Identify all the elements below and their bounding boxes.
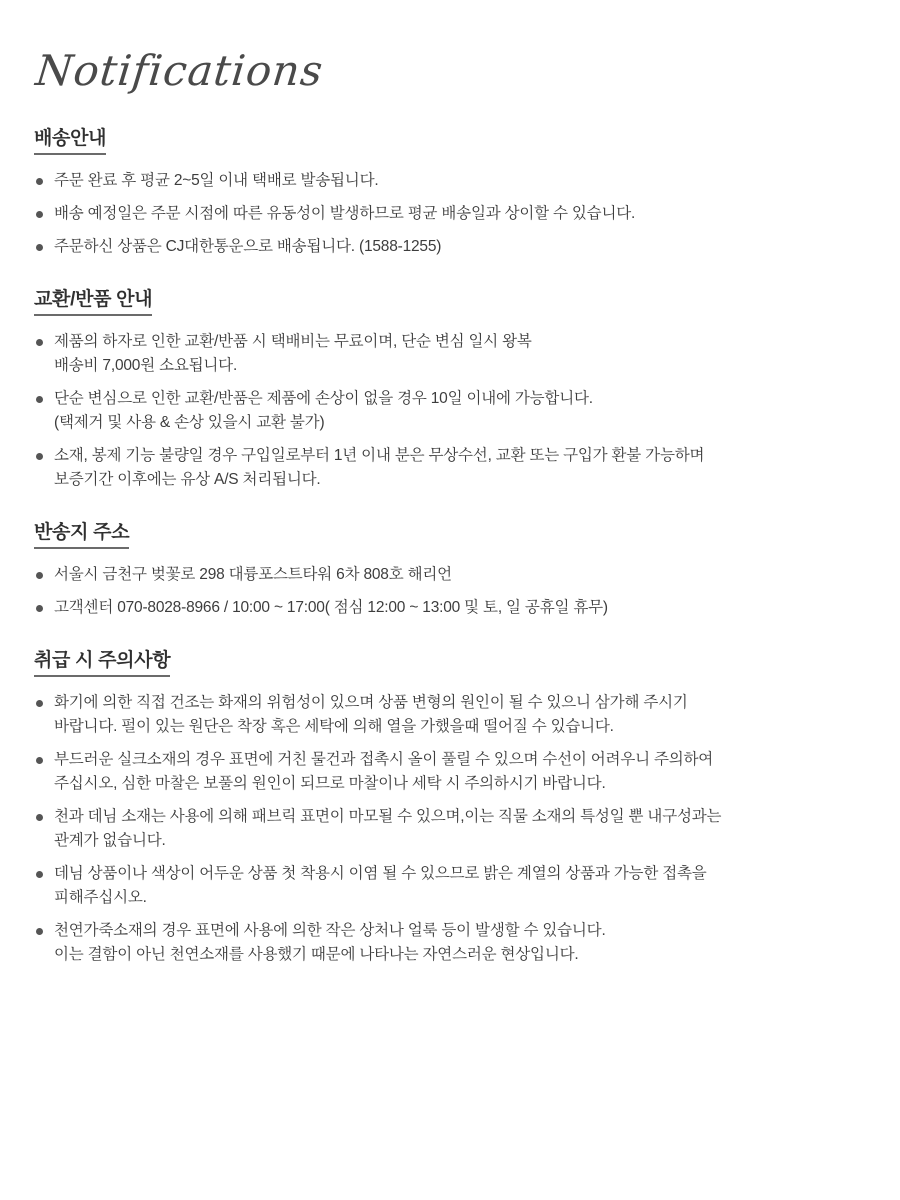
list-item xyxy=(32,748,870,796)
return-address-list xyxy=(32,563,870,620)
list-item xyxy=(32,596,870,620)
list-item-line1: 주문 완료 후 평균 2~5일 이내 택배로 발송됩니다. xyxy=(54,171,379,189)
page-title: Notifications xyxy=(33,46,326,95)
section-shipping xyxy=(32,128,870,259)
list-item-line2: (택제거 및 사용 & 손상 있을시 교환 불가) xyxy=(54,413,325,431)
exchange-return-list xyxy=(32,330,870,492)
list-item-line1: 주문하신 상품은 CJ대한통운으로 배송됩니다. (1588-1255) xyxy=(54,238,442,256)
list-item xyxy=(32,235,870,259)
list-item-line2: 배송비 7,000원 소요됩니다. xyxy=(54,356,238,374)
list-item-line1: 데님 상품이나 색상이 어두운 상품 첫 착용시 이염 될 수 있으므로 밝은 계열의 상품과 가능한 접촉을 xyxy=(54,864,707,882)
section-care-instructions xyxy=(32,650,870,967)
list-item xyxy=(32,330,870,378)
care-instructions-list xyxy=(32,691,870,967)
list-item-line1: 고객센터 070-8028-8966 / 10:00 ~ 17:00( 점심 12:00 ~ 13:00 및 토, 일 공휴일 휴무) xyxy=(54,598,608,616)
list-item xyxy=(32,805,870,853)
list-item-line1: 단순 변심으로 인한 교환/반품은 제품에 손상이 없을 경우 10일 이내에 가능합니다. xyxy=(54,389,593,407)
list-item xyxy=(32,563,870,587)
list-item-line2: 바랍니다. 펄이 있는 원단은 착장 혹은 세탁에 의해 열을 가했을때 떨어질 수 있습니다. xyxy=(54,717,614,735)
list-item-line1: 서울시 금천구 벚꽃로 298 대륭포스트타워 6차 808호 해리언 xyxy=(54,565,452,583)
list-item-line1: 제품의 하자로 인한 교환/반품 시 택배비는 무료이며, 단순 변심 일시 왕복 xyxy=(54,332,532,350)
section-return-address xyxy=(32,522,870,620)
list-item-line1: 부드러운 실크소재의 경우 표면에 거친 물건과 접촉시 올이 풀릴 수 있으며 수선이 어려우니 주의하여 xyxy=(54,750,714,768)
section-heading-return-address: 반송지 주소 xyxy=(34,522,129,549)
list-item xyxy=(32,862,870,910)
list-item xyxy=(32,387,870,435)
list-item-line2: 피해주십시오. xyxy=(54,888,147,906)
list-item-line2: 이는 결함이 아닌 천연소재를 사용했기 때문에 나타나는 자연스러운 현상입니다. xyxy=(54,945,579,963)
section-heading-care-instructions: 취급 시 주의사항 xyxy=(34,650,170,677)
list-item-line1: 배송 예정일은 주문 시점에 따른 유동성이 발생하므로 평균 배송일과 상이할 수 있습니다. xyxy=(54,205,636,222)
list-item xyxy=(32,444,870,492)
list-item xyxy=(32,202,870,226)
shipping-list xyxy=(32,169,870,259)
list-item-line1: 소재, 봉제 기능 불량일 경우 구입일로부터 1년 이내 분은 무상수선, 교환 또는 구입가 환불 가능하며 xyxy=(54,446,705,464)
section-heading-shipping: 배송안내 xyxy=(34,128,106,155)
list-item-line2: 보증기간 이후에는 유상 A/S 처리됩니다. xyxy=(54,470,321,488)
list-item-line1: 화기에 의한 직접 건조는 화재의 위험성이 있으며 상품 변형의 원인이 될 수 있으니 삼가해 주시기 xyxy=(54,693,688,711)
list-item xyxy=(32,691,870,739)
list-item xyxy=(32,169,870,193)
list-item-line1: 천과 데님 소재는 사용에 의해 패브릭 표면이 마모될 수 있으며,이는 직물 소재의 특성일 뿐 내구성과는 xyxy=(54,807,722,825)
list-item-line2: 주십시오, 심한 마찰은 보풀의 원인이 되므로 마찰이나 세탁 시 주의하시기 바랍니다. xyxy=(54,774,606,792)
list-item-line2: 관계가 없습니다. xyxy=(54,831,166,849)
section-heading-exchange-return: 교환/반품 안내 xyxy=(34,289,152,316)
list-item xyxy=(32,919,870,967)
section-exchange-return xyxy=(32,289,870,492)
list-item-line1: 천연가죽소재의 경우 표면에 사용에 의한 작은 상처나 얼룩 등이 발생할 수 있습니다. xyxy=(54,921,606,939)
